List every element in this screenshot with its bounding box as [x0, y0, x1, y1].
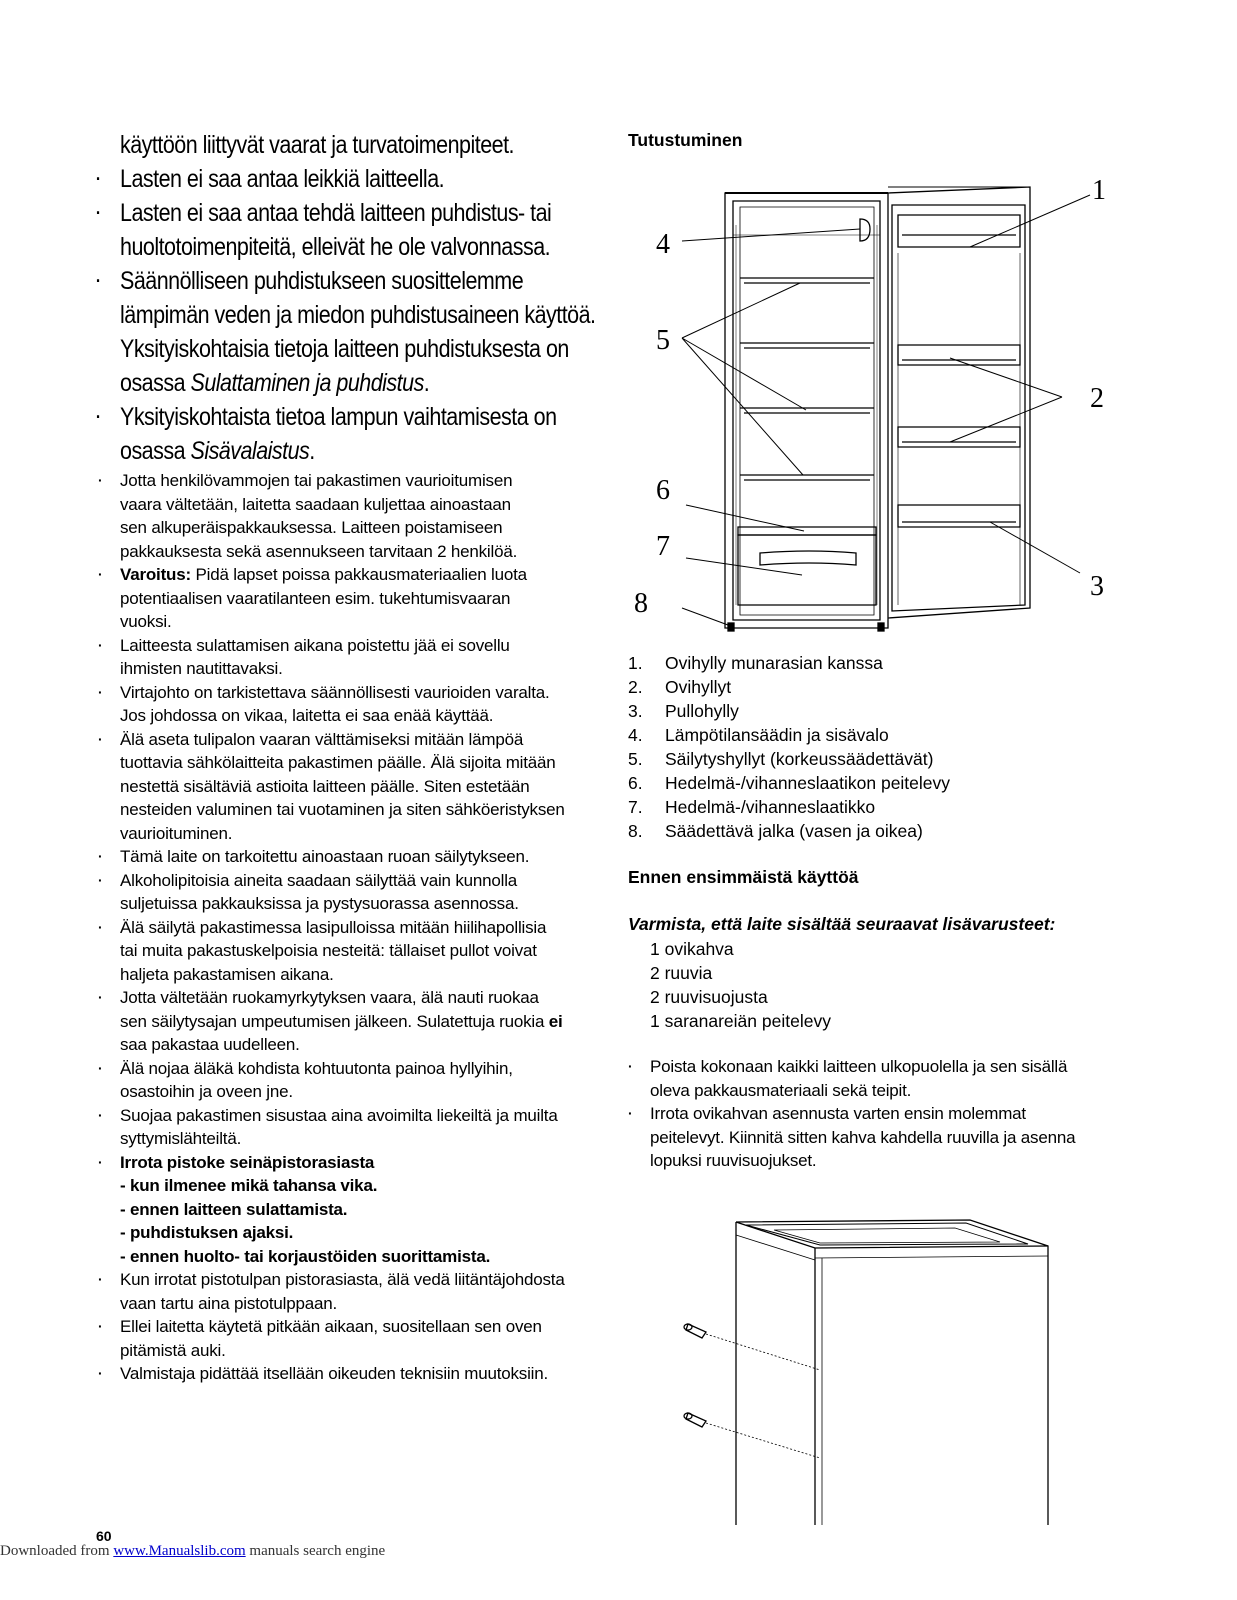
- safety-line: [120, 775, 600, 799]
- line-text: käyttöön liittyvät vaarat ja turvatoimenpiteet.: [120, 131, 515, 159]
- line-text: sen alkuperäispakkauksessa. Laitteen poistamiseen: [120, 518, 503, 537]
- safety-line: [98, 986, 600, 1010]
- safety-line: [120, 1033, 600, 1057]
- parts-list-item: [628, 747, 950, 771]
- large-text-line: [95, 400, 557, 434]
- safety-line: [98, 1315, 600, 1339]
- callout-2: 2: [1090, 383, 1104, 414]
- part-label: Pullohylly: [665, 701, 739, 721]
- safety-line: [120, 939, 600, 963]
- line-text: Yksityiskohtaista tietoa lampun vaihtamisesta on: [120, 403, 557, 431]
- line-text: Yksityiskohtaisia tietoja laitteen puhdistuksesta on: [120, 335, 569, 363]
- large-text-line: [120, 434, 550, 468]
- bullet-mark: ·: [98, 871, 103, 888]
- safety-line: [120, 657, 600, 681]
- safety-line: [98, 681, 600, 705]
- accessory-item: 2 ruuvia: [650, 963, 713, 983]
- safety-line: [120, 822, 600, 846]
- safety-line: [98, 869, 600, 893]
- line-text: Irrota ovikahvan asennusta varten ensin molemmat: [650, 1104, 1026, 1123]
- footer-link[interactable]: www.Manualslib.com: [113, 1543, 246, 1559]
- parts-list-item: [628, 795, 950, 819]
- line-italic: Sulattaminen ja puhdistus: [190, 369, 424, 397]
- line-text: nestettä sisältäviä astioita laitteen päälle. Siten estetään: [120, 776, 530, 796]
- line-text: Suojaa pakastimen sisustaa aina avoimilta liekeiltä ja muilta: [120, 1105, 558, 1125]
- line-text: syttymislähteiltä.: [120, 1129, 242, 1148]
- line-text: potentiaalisen vaaratilanteen esim. tukehtumisvaaran: [120, 588, 511, 608]
- large-text-line: [120, 366, 550, 400]
- line-text: pitämistä auki.: [120, 1340, 226, 1360]
- accessory-item: 1 ovikahva: [650, 939, 734, 959]
- part-number: 5.: [628, 749, 643, 769]
- safety-line: [98, 1362, 600, 1386]
- line-text: lämpimän veden ja miedon puhdistusaineen käyttöä.: [120, 301, 596, 329]
- part-number: 7.: [628, 797, 643, 817]
- line-text: Säännölliseen puhdistukseen suosittelemme: [120, 267, 524, 295]
- safety-line: [120, 1292, 600, 1316]
- safety-line: [98, 916, 600, 940]
- safety-line: [98, 728, 600, 752]
- line-bold-tail: ei: [548, 1011, 563, 1031]
- heading-first-use: Ennen ensimmäistä käyttöä: [628, 867, 859, 887]
- parts-list: [628, 651, 950, 843]
- part-label: Ovihylly munarasian kanssa: [665, 653, 883, 673]
- callout-7: 7: [656, 531, 670, 562]
- part-number: 3.: [628, 701, 643, 721]
- line-text: vaara vältetään, laitetta saadaan kuljettaa ainoastaan: [120, 494, 511, 514]
- line-bold: Irrota pistoke seinäpistorasiasta: [120, 1152, 375, 1172]
- parts-list-item: [628, 819, 950, 843]
- line-text: Lasten ei saa antaa leikkiä laitteella.: [120, 165, 445, 193]
- accessory-item: 1 saranareiän peitelevy: [650, 1011, 831, 1031]
- callout-4: 4: [656, 229, 670, 260]
- safety-line: [98, 634, 600, 658]
- left-safety-list: [98, 469, 600, 1386]
- line-text: Valmistaja pidättää itsellään oikeuden teknisiin muutoksiin.: [120, 1364, 549, 1383]
- line-text: vaan tartu aina pistotulppaan.: [120, 1293, 338, 1313]
- bullet-mark: ·: [98, 1106, 103, 1123]
- line-text: Laitteesta sulattamisen aikana poistettu jää ei sovellu: [120, 635, 510, 655]
- accessories-list: [650, 937, 831, 1033]
- callout-5: 5: [656, 325, 670, 356]
- line-text: Älä nojaa äläkä kohdista kohtuutonta painoa hyllyihin,: [120, 1058, 513, 1078]
- safety-line: [120, 1339, 600, 1363]
- bullet-mark: ·: [98, 683, 103, 700]
- bullet-mark: ·: [98, 566, 103, 582]
- line-text: nesteiden valuminen tai vuotaminen ja siten sähköeristyksen: [120, 800, 565, 819]
- bullet-mark: ·: [98, 1318, 103, 1334]
- safety-line: [98, 845, 600, 869]
- part-number: 8.: [628, 821, 643, 841]
- safety-line: [120, 704, 600, 728]
- safety-line: [120, 493, 600, 517]
- safety-line: [120, 610, 600, 634]
- fridge-diagram: [620, 165, 1220, 640]
- line-text: Pidä lapset poissa pakkausmateriaalien luota: [190, 565, 527, 584]
- part-label: Hedelmä-/vihanneslaatikko: [665, 797, 876, 817]
- safety-line: [120, 587, 600, 611]
- safety-line: [120, 1198, 600, 1222]
- accessories-intro: Varmista, että laite sisältää seuraavat lisävarusteet:: [628, 914, 1056, 934]
- bullet-mark: ·: [628, 1058, 633, 1074]
- safety-line: [98, 469, 600, 493]
- safety-line: [120, 1174, 600, 1198]
- line-text: pakkauksesta sekä asennukseen tarvitaan 2 henkilöä.: [120, 541, 518, 561]
- safety-line: [98, 1104, 600, 1128]
- part-label: Säilytyshyllyt (korkeussäädettävät): [665, 749, 934, 769]
- line-after: .: [309, 437, 315, 465]
- safety-line: [120, 1010, 600, 1034]
- safety-line: [120, 798, 600, 822]
- callout-6: 6: [656, 475, 670, 506]
- line-text: Alkoholipitoisia aineita saadaan säilyttää vain kunnolla: [120, 870, 518, 890]
- line-text: vuoksi.: [120, 612, 172, 631]
- safety-line: [98, 1057, 600, 1081]
- parts-list-item: [628, 723, 950, 747]
- safety-line: [120, 1221, 600, 1245]
- line-text: osassa: [120, 369, 191, 397]
- parts-list-item: [628, 771, 950, 795]
- line-text: Älä säilytä pakastimessa lasipulloissa mitään hiilihapollisia: [120, 917, 547, 937]
- instruction-line: [628, 1055, 1075, 1079]
- line-text: oleva pakkausmateriaali sekä teipit.: [650, 1080, 912, 1100]
- safety-line: [120, 1127, 600, 1151]
- line-text: ihmisten nautittavaksi.: [120, 659, 283, 678]
- part-number: 2.: [628, 677, 643, 697]
- bullet-mark: ·: [98, 730, 103, 747]
- large-text-line: [120, 298, 596, 332]
- line-text: osassa: [120, 437, 191, 465]
- part-label: Lämpötilansäädin ja sisävalo: [665, 725, 889, 745]
- line-text: peitelevyt. Kiinnitä sitten kahva kahdella ruuvilla ja asenna: [650, 1127, 1076, 1147]
- bullet-mark: ·: [628, 1105, 633, 1121]
- bullet-mark: ·: [95, 271, 101, 291]
- line-text: sen säilytysajan umpeutumisen jälkeen. Sulatettuja ruokia: [120, 1011, 549, 1031]
- bullet-mark: ·: [98, 636, 103, 653]
- line-text: tuottavia sähkölaitteita pakastimen päälle. Älä sijoita mitään: [120, 753, 556, 772]
- footer-prefix: Downloaded from: [0, 1543, 114, 1559]
- footer-suffix: manuals search engine: [245, 1543, 386, 1559]
- bullet-mark: ·: [95, 169, 101, 189]
- bullet-mark: ·: [98, 989, 103, 1005]
- safety-line: [120, 540, 600, 564]
- instruction-line: [628, 1102, 1075, 1126]
- safety-line: [98, 1151, 600, 1175]
- line-after: .: [423, 369, 430, 397]
- safety-line: [98, 1268, 600, 1292]
- bullet-mark: ·: [98, 1153, 103, 1170]
- line-text: Ellei laitetta käytetä pitkään aikaan, suositellaan sen oven: [120, 1317, 542, 1336]
- line-text: saa pakastaa uudelleen.: [120, 1035, 300, 1054]
- part-number: 4.: [628, 725, 643, 745]
- large-text-line: [95, 162, 550, 196]
- parts-list-item: [628, 699, 950, 723]
- line-text: Lasten ei saa antaa tehdä laitteen puhdistus- tai: [120, 199, 552, 227]
- line-text: huoltotoimenpiteitä, elleivät he ole valvonnassa.: [120, 233, 551, 261]
- safety-line: [120, 1245, 600, 1269]
- line-bold: - puhdistuksen ajaksi.: [120, 1223, 294, 1242]
- instruction-line: [650, 1149, 1075, 1173]
- large-text-line: [95, 264, 550, 298]
- large-text-line: [120, 128, 550, 162]
- instructions-list: [628, 1055, 1076, 1173]
- line-text: haljeta pakastamisen aikana.: [120, 964, 334, 984]
- large-text-line: [120, 230, 550, 264]
- bullet-mark: ·: [98, 1059, 103, 1076]
- large-text-line: [120, 332, 569, 366]
- bullet-mark: ·: [95, 203, 101, 223]
- safety-line: [120, 1080, 600, 1104]
- safety-line: [120, 892, 600, 916]
- callout-3: 3: [1090, 571, 1104, 602]
- part-label: Ovihyllyt: [665, 677, 732, 697]
- line-text: Poista kokonaan kaikki laitteen ulkopuolella ja sen sisällä: [650, 1057, 1068, 1076]
- line-text: Älä aseta tulipalon vaaran välttämiseksi mitään lämpöä: [120, 729, 524, 749]
- bullet-mark: ·: [98, 472, 103, 488]
- instruction-line: [650, 1079, 1075, 1103]
- line-text: Kun irrotat pistotulpan pistorasiasta, älä vedä liitäntäjohdosta: [120, 1270, 565, 1289]
- part-label: Säädettävä jalka (vasen ja oikea): [665, 821, 923, 841]
- bullet-mark: ·: [98, 848, 103, 864]
- callout-8: 8: [634, 588, 648, 619]
- parts-list-item: [628, 651, 950, 675]
- line-bold: - ennen huolto- tai korjaustöiden suorittamista.: [120, 1246, 491, 1266]
- part-number: 1.: [628, 653, 643, 673]
- instruction-line: [650, 1126, 1075, 1150]
- line-text: Jotta vältetään ruokamyrkytyksen vaara, älä nauti ruokaa: [120, 988, 539, 1007]
- line-text: tai muita pakastuskelpoisia nesteitä: tällaiset pullot voivat: [120, 941, 537, 960]
- line-italic: Sisävalaistus: [190, 437, 310, 465]
- cabinet-handle-diagram: [670, 1210, 1070, 1525]
- callout-1: 1: [1092, 175, 1106, 206]
- line-text: osastoihin ja oveen jne.: [120, 1082, 293, 1101]
- accessory-item: 2 ruuvisuojusta: [650, 987, 768, 1007]
- parts-list-item: [628, 675, 950, 699]
- download-footer: [0, 1543, 385, 1560]
- line-text: Virtajohto on tarkistettava säännöllisesti vaurioiden varalta.: [120, 682, 550, 702]
- line-text: Jos johdossa on vikaa, laitetta ei saa enää käyttää.: [120, 706, 494, 725]
- left-large-text: [95, 128, 620, 468]
- line-text: suljetuissa pakkauksissa ja pystysuorassa asennossa.: [120, 894, 519, 913]
- line-bold: - ennen laitteen sulattamista.: [120, 1199, 348, 1219]
- large-text-line: [95, 196, 552, 230]
- part-label: Hedelmä-/vihanneslaatikon peitelevy: [665, 773, 951, 793]
- heading-tutustuminen: Tutustuminen: [628, 130, 743, 150]
- safety-line: [120, 963, 600, 987]
- page-number: 60: [96, 1528, 112, 1544]
- part-number: 6.: [628, 773, 643, 793]
- line-bold: Varoitus:: [120, 565, 191, 584]
- bullet-mark: ·: [98, 918, 103, 935]
- safety-line: [98, 563, 600, 587]
- line-text: Jotta henkilövammojen tai pakastimen vaurioitumisen: [120, 471, 513, 490]
- bullet-mark: ·: [95, 407, 101, 427]
- safety-line: [120, 751, 600, 775]
- line-text: lopuksi ruuvisuojukset.: [650, 1151, 817, 1170]
- bullet-mark: ·: [98, 1365, 103, 1381]
- line-text: vaurioituminen.: [120, 823, 233, 843]
- safety-line: [120, 516, 600, 540]
- line-bold: - kun ilmenee mikä tahansa vika.: [120, 1176, 378, 1195]
- bullet-mark: ·: [98, 1271, 103, 1287]
- line-text: Tämä laite on tarkoitettu ainoastaan ruoan säilytykseen.: [120, 847, 530, 866]
